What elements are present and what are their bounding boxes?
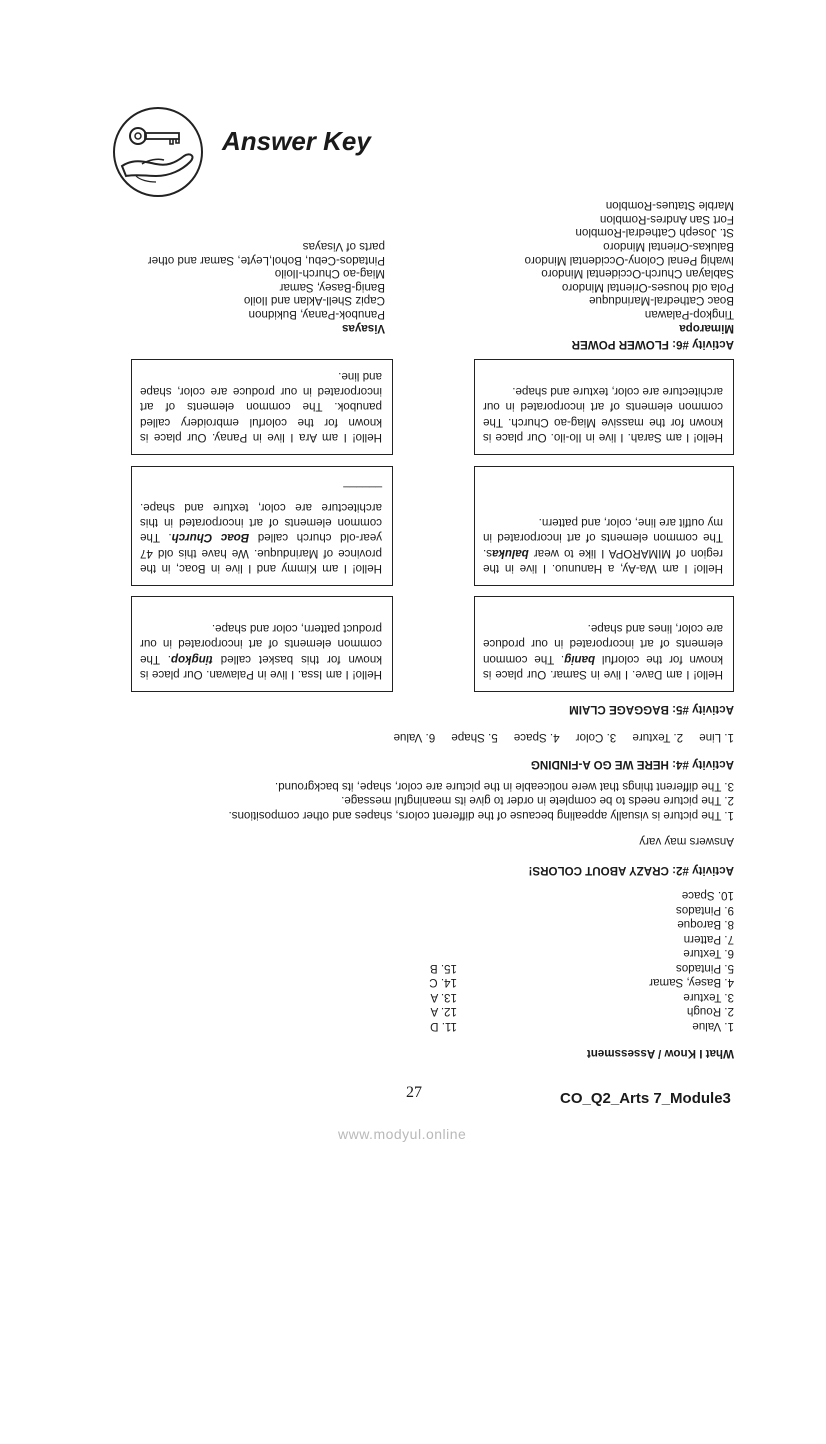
answers-col1: 1. Value 2. Rough 3. Texture 4. Basey, Samar 5. Pintados 6. Texture 7. Pattern 8. Baroque 9. Pintados 10. Space bbox=[649, 889, 734, 1033]
list-item: Miag-ao Church-Iloilo bbox=[274, 267, 385, 281]
list-item: Tingkop-Palawan bbox=[644, 308, 734, 321]
activity4-heading: Activity #4: HERE WE GO A-FINDING bbox=[530, 758, 734, 771]
key-in-hand-icon bbox=[112, 106, 204, 198]
list-item: Panubok-Panay, Bukidnon bbox=[248, 308, 385, 321]
list-item: 3. The different things that were noticeable in the picture are color, shape, its background. bbox=[274, 780, 734, 793]
activity6-heading: Activity #6: FLOWER POWER bbox=[571, 338, 734, 351]
list-item: Capiz Shell-Aklan and Iloilo bbox=[243, 294, 385, 308]
list-item: Balukas-Oriental Mindoro bbox=[603, 240, 734, 254]
list-item: St. Joseph Cathedral-Romblon bbox=[575, 226, 734, 240]
baggage-box-kimmy: Hello! I am Kimmy and I live in Boac, in the province of Marinduque. We have this old 47 year-old church called Boac Church. The common elements of art incorporated in this architecture are color, texture and shape. ______ bbox=[131, 466, 393, 586]
list-item: Fort San Andres-Romblon bbox=[599, 212, 734, 226]
list-item: parts of Visayas bbox=[302, 240, 385, 254]
list-item: Sablayan Church-Occidental Mindoro bbox=[541, 267, 734, 281]
visayas-list bbox=[148, 239, 385, 321]
activity2-intro: Answers may vary bbox=[639, 835, 734, 848]
baggage-box-wa-ay: Hello! I am Wa-Ay, a Hanunuo. I live in the region of MIMAROPA I like to wear balukas. The common elements of art incorporated in my outfit are line, color, and pattern. bbox=[474, 466, 734, 586]
list-item: Pola old houses-Oriental Mindoro bbox=[561, 280, 734, 294]
list-item: 2. The picture needs to be complete in order to give its meaningful message. bbox=[341, 794, 734, 808]
list-item: 1. The picture is visually appealing because of the different colors, shapes and other compositions. bbox=[228, 809, 734, 822]
page-title: Answer Key bbox=[222, 126, 371, 156]
list-item: Pintados-Cebu, Bohol,Leyte, Samar and other bbox=[147, 253, 385, 267]
activity2-list bbox=[229, 779, 735, 823]
baggage-box-dave: Hello! I am Dave. I live in Samar. Our place is known for the colorful banig. The common elements of art incorporated in our produce are color, lines and shape. bbox=[474, 596, 734, 692]
baggage-box-ara: Hello! I am Ara I live in Panay. Our place is known for the colorful embroidery called panubok. The common elements of art incorporated in our produce are color, shape and line. bbox=[131, 359, 393, 455]
mimaropa-heading: Mimaropa bbox=[679, 322, 734, 335]
what-i-know-heading: What I Know / Assessment bbox=[586, 1047, 734, 1060]
list-item: Marble Statues-Romblon bbox=[605, 199, 734, 213]
answers-col2: 11. D 12. A 13. A 14. C 15. B bbox=[429, 962, 457, 1033]
baggage-box-sarah: Hello! I am Sarah. I live in Ilo-ilo. Our place is known for the massive Miag-ao Church. The common elements of art incorporated in our architecture are color, texture and shape. bbox=[474, 359, 734, 455]
activity4-answers: 1. Line 2. Texture 3. Color 4. Space 5. Shape 6. Value bbox=[393, 731, 734, 744]
module-code: CO_Q2_Arts 7_Module3 bbox=[560, 1090, 731, 1107]
list-item: Iwahig Penal Colony-Occidental Mindoro bbox=[524, 253, 734, 267]
baggage-box-issa: Hello! I am Issa. I live in Palawan. Our place is known for this basket called tingkop. The common elements of art incorporated in our product pattern, color and shape. bbox=[131, 596, 393, 692]
answer-key-content bbox=[0, 199, 826, 1444]
activity5-heading: Activity #5: BAGGAGE CLAIM bbox=[569, 703, 734, 716]
page-number: 27 bbox=[406, 1084, 422, 1101]
watermark: www.modyul.online bbox=[338, 1126, 467, 1142]
activity2-heading: Activity #2: CRAZY ABOUT COLORS! bbox=[528, 864, 734, 877]
list-item: Banig-Basey, Samar bbox=[279, 280, 385, 294]
visayas-heading: Visayas bbox=[342, 322, 385, 335]
mimaropa-list bbox=[525, 199, 734, 321]
list-item: Boac Cathedral-Marinduque bbox=[588, 294, 734, 308]
